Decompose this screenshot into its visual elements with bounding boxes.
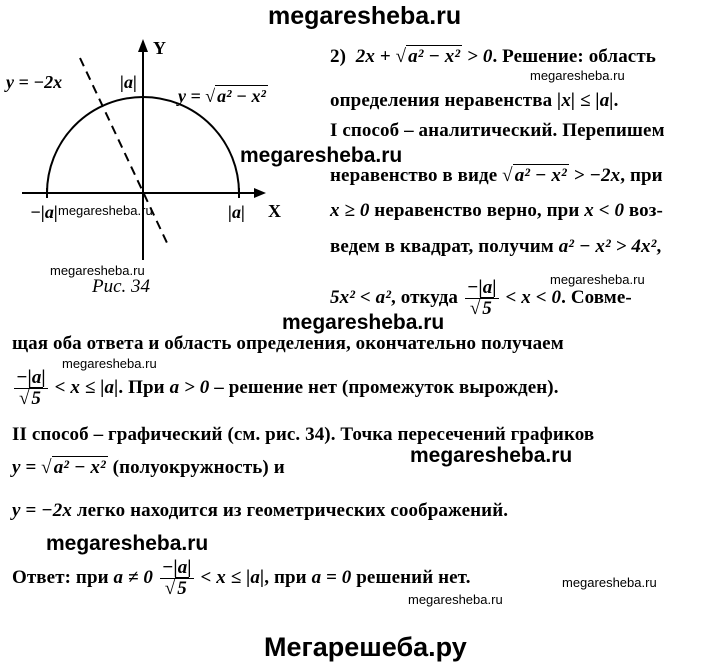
site-footer: Мегарешеба.ру — [264, 632, 467, 662]
answer-line: Ответ: при a ≠ 0 $\frac{-|a|}{√ 5}$ < x ≤ |a|, при a = 0 решений нет. — [12, 557, 471, 599]
text-line-9: $\frac{-|a|}{√ 5}$ < x ≤ |a|. При a > 0 – решение нет (промежуток вырожден). — [16, 367, 559, 409]
line-label: y = −2x — [6, 72, 63, 92]
text-line-7: 5x² < a², откуда $\frac{-|a|}{√ 5}$ < x < 0. Совме- — [330, 277, 632, 319]
watermark-big: megaresheba.ru — [240, 144, 403, 167]
tick-right-label: |a| — [228, 202, 245, 222]
x-axis-arrow — [254, 188, 266, 198]
text-line-2: определения неравенства |x| ≤ |a|. — [330, 90, 619, 111]
watermark-small: megaresheba.ru — [530, 68, 625, 83]
text-line-12: y = −2x легко находится из геометрических соображений. — [12, 500, 509, 521]
semicircle-label: y = √ a² − x² — [178, 86, 266, 106]
text-line-3: I способ – аналитический. Перепишем — [330, 120, 665, 141]
watermark-big: megaresheba.ru — [282, 311, 445, 334]
watermark-small: megaresheba.ru — [50, 263, 145, 278]
y-axis-arrow — [138, 39, 148, 52]
axis-y-label: Y — [153, 38, 166, 58]
watermark-small: megaresheba.ru — [562, 575, 657, 590]
text-line-1: 2) 2x + √ a² − x² > 0. Решение: область — [330, 46, 656, 67]
text-line-8: щая оба ответа и область определения, окончательно получаем — [12, 333, 564, 354]
figure-caption: Рис. 34 — [92, 276, 151, 297]
watermark-small: megaresheba.ru — [58, 203, 153, 218]
text-line-5: x ≥ 0 неравенство верно, при x < 0 воз- — [330, 200, 663, 221]
text-line-6: ведем в квадрат, получим a² − x² > 4x², — [330, 236, 662, 257]
tick-top-label: |a| — [120, 72, 137, 92]
axis-x-label: X — [268, 201, 281, 221]
watermark-small: megaresheba.ru — [408, 592, 503, 607]
watermark-small: megaresheba.ru — [550, 272, 645, 287]
watermark-big: megaresheba.ru — [46, 532, 209, 555]
watermark-small: megaresheba.ru — [62, 356, 157, 371]
text-line-10: II способ – графический (см. рис. 34). Точка пересечений графиков — [12, 424, 595, 445]
tick-left-label: −|a| — [30, 202, 58, 222]
watermark-big: megaresheba.ru — [410, 444, 573, 467]
text-line-4: неравенство в виде √ a² − x² > −2x, при — [330, 165, 663, 186]
site-header: megaresheba.ru — [268, 2, 462, 30]
text-line-11: y = √ a² − x² (полуокружность) и — [12, 457, 285, 478]
